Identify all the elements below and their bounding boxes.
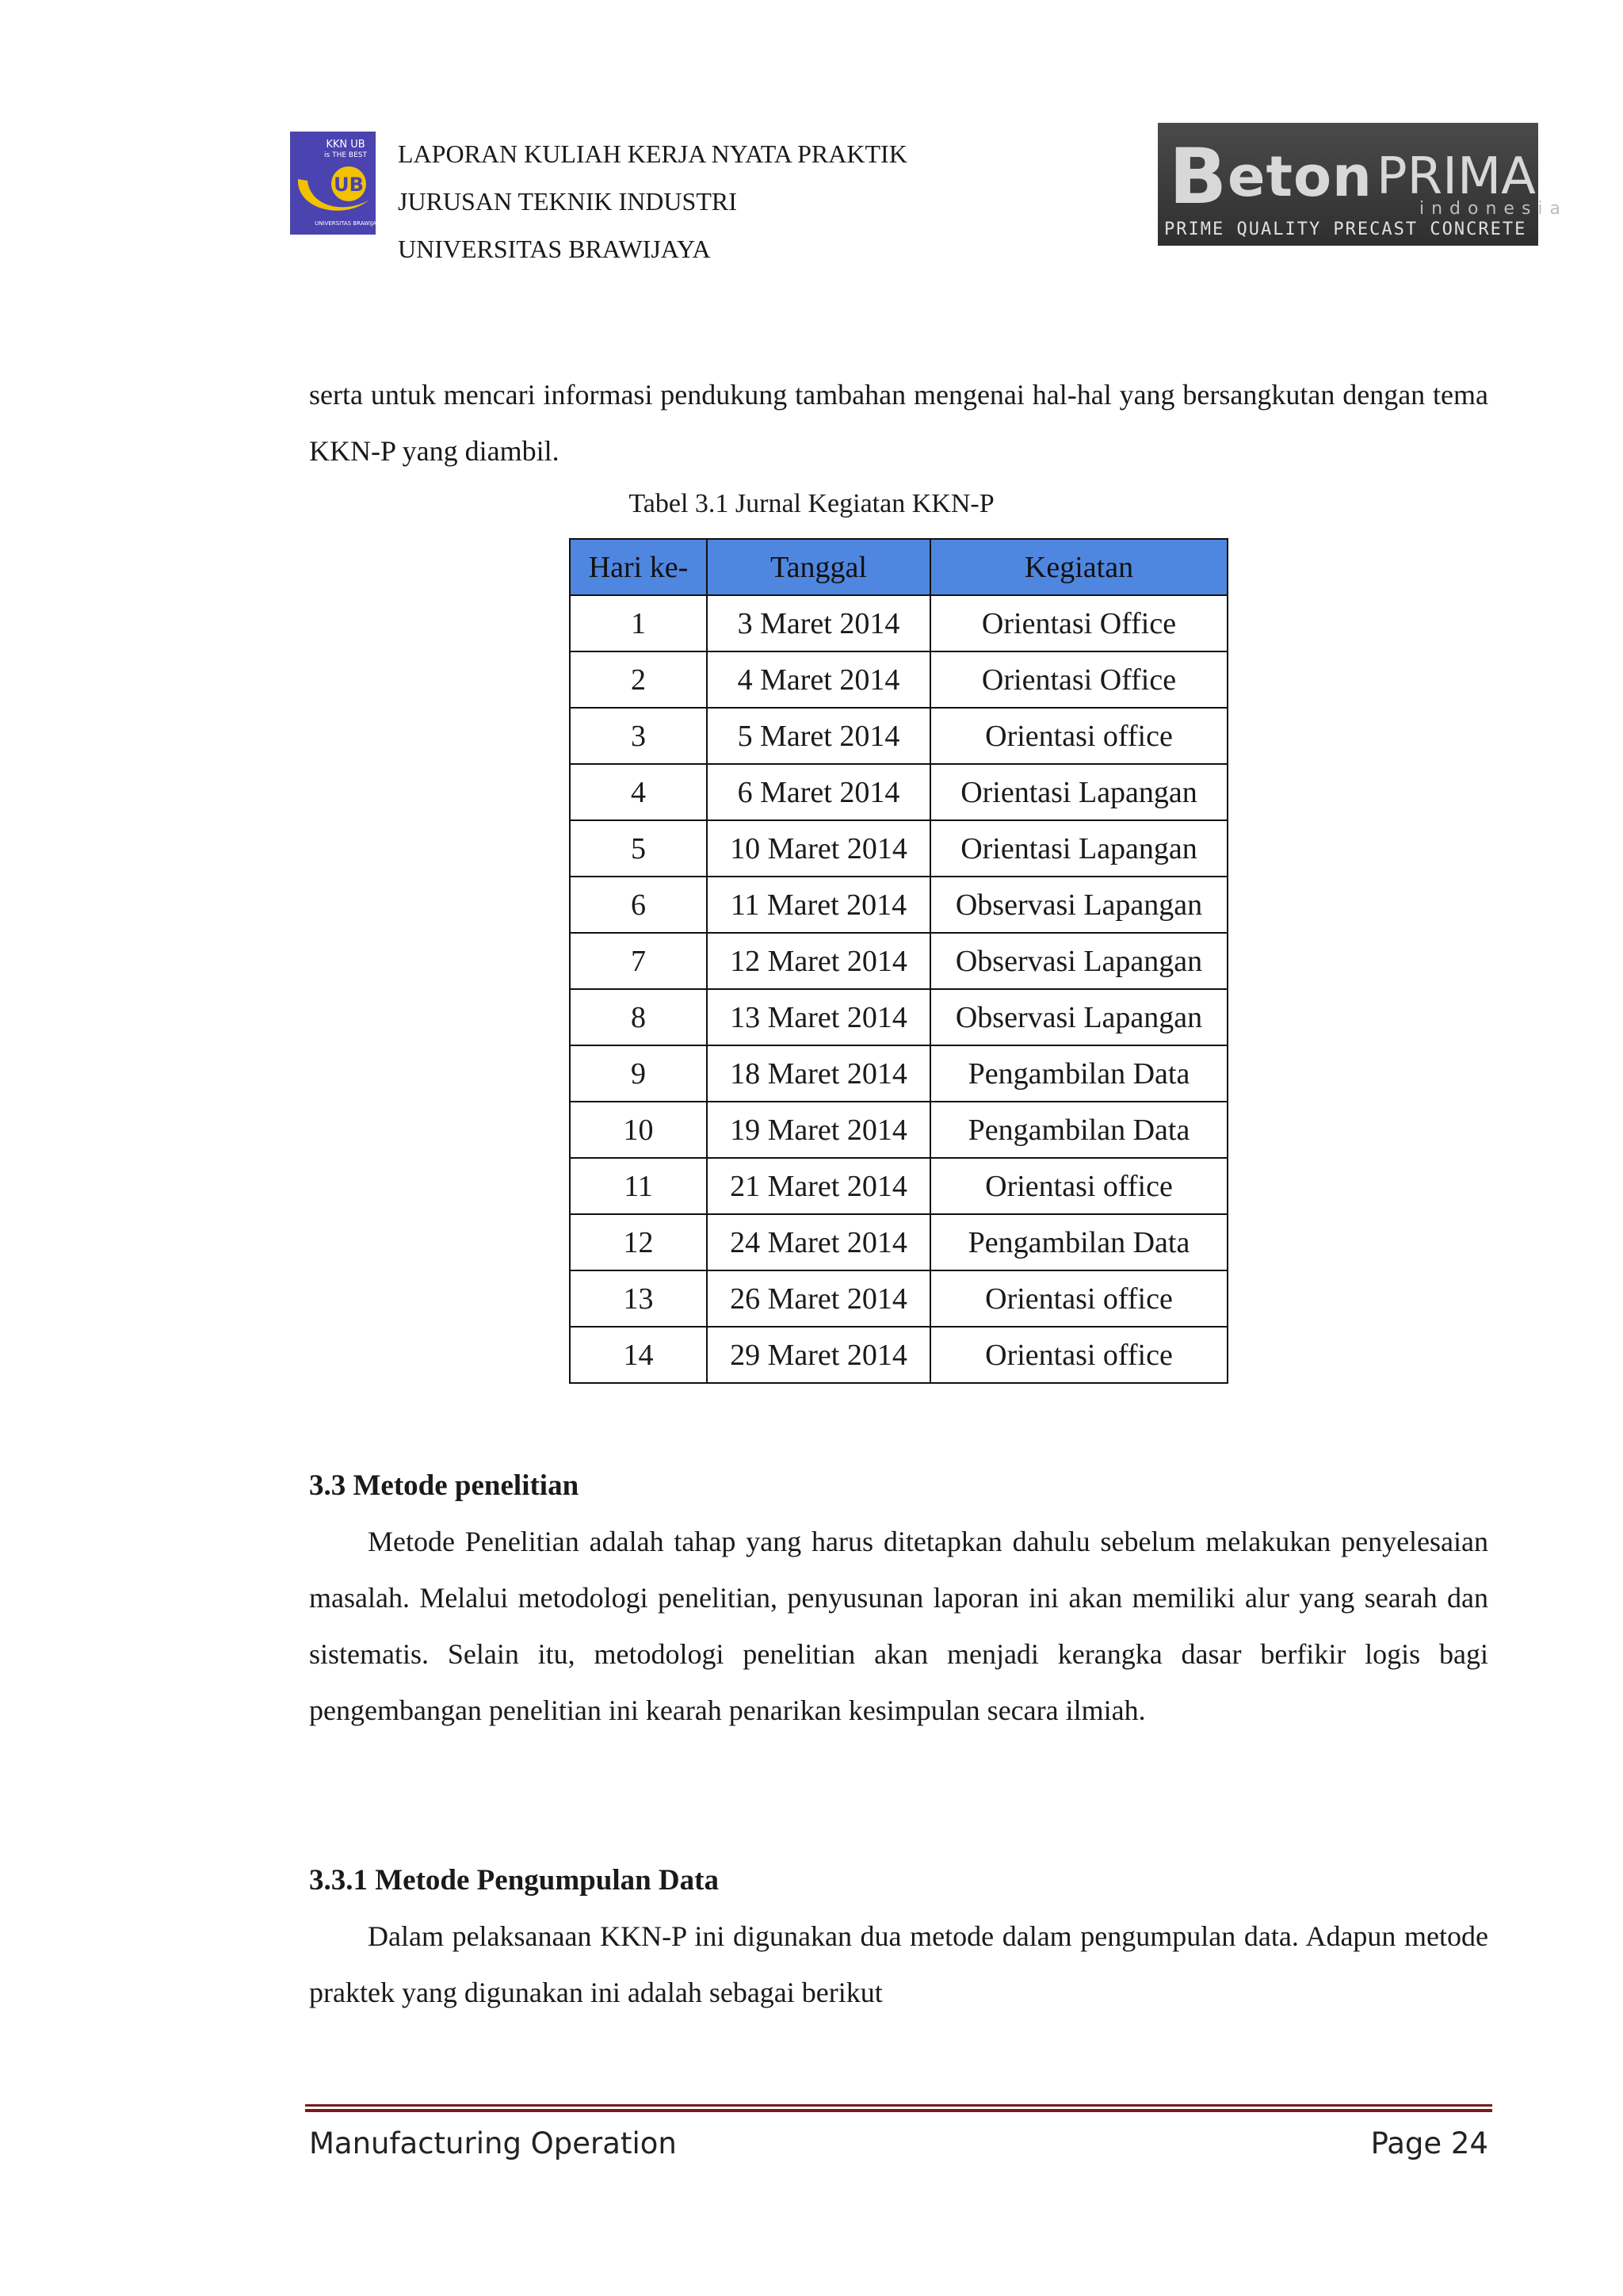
cell-day: 5 <box>570 820 707 877</box>
cell-activity: Orientasi office <box>930 1158 1228 1214</box>
cell-day: 12 <box>570 1214 707 1270</box>
cell-day: 3 <box>570 708 707 764</box>
university-logo <box>290 132 383 235</box>
table-header-row <box>570 539 1228 595</box>
table-caption: Tabel 3.1 Jurnal Kegiatan KKN-P <box>628 489 995 518</box>
cell-day: 6 <box>570 877 707 933</box>
cell-date: 13 Maret 2014 <box>707 989 930 1045</box>
table-row <box>570 1270 1228 1327</box>
cell-day: 8 <box>570 989 707 1045</box>
cell-day: 4 <box>570 764 707 820</box>
cell-activity: Orientasi Lapangan <box>930 820 1228 877</box>
cell-activity: Pengambilan Data <box>930 1102 1228 1158</box>
footer-section-name: Manufacturing Operation <box>309 2126 677 2160</box>
table-row <box>570 595 1228 651</box>
footer-rule-line-bottom <box>305 2109 1492 2112</box>
logo-prima: PRIMA <box>1377 147 1536 206</box>
cell-date: 6 Maret 2014 <box>707 764 930 820</box>
activity-journal-table <box>569 538 1228 1384</box>
cell-day: 11 <box>570 1158 707 1214</box>
section-3-3-1-paragraph: Dalam pelaksanaan KKN-P ini digunakan dua metode dalam pengumpulan data. Adapun metode praktek yang digunakan ini adalah sebagai berikut <box>309 1920 1488 2008</box>
table-row <box>570 1327 1228 1383</box>
table-row <box>570 651 1228 708</box>
footer-page-number: Page 24 <box>1370 2126 1488 2160</box>
table-row <box>570 820 1228 877</box>
cell-day: 1 <box>570 595 707 651</box>
cell-day: 2 <box>570 651 707 708</box>
cell-date: 18 Maret 2014 <box>707 1045 930 1102</box>
cell-activity: Pengambilan Data <box>930 1045 1228 1102</box>
cell-activity: Orientasi Lapangan <box>930 764 1228 820</box>
table-body <box>570 595 1228 1383</box>
cell-date: 11 Maret 2014 <box>707 877 930 933</box>
report-header <box>398 130 907 273</box>
cell-date: 5 Maret 2014 <box>707 708 930 764</box>
ub-emblem-icon <box>290 132 383 235</box>
cell-activity: Orientasi office <box>930 708 1228 764</box>
cell-activity: Pengambilan Data <box>930 1214 1228 1270</box>
cell-date: 4 Maret 2014 <box>707 651 930 708</box>
table-row <box>570 1045 1228 1102</box>
cell-activity: Observasi Lapangan <box>930 877 1228 933</box>
cell-activity: Orientasi office <box>930 1270 1228 1327</box>
cell-day: 10 <box>570 1102 707 1158</box>
svg-text:UNIVERSITAS BRAWIJAYA: UNIVERSITAS BRAWIJAYA <box>315 220 383 227</box>
section-heading-3-3-1: 3.3.1 Metode Pengumpulan Data <box>309 1864 719 1897</box>
cell-date: 10 Maret 2014 <box>707 820 930 877</box>
cell-activity: Orientasi office <box>930 1327 1228 1383</box>
header-line-department: JURUSAN TEKNIK INDUSTRI <box>398 187 737 216</box>
intro-paragraph: serta untuk mencari informasi pendukung tambahan mengenai hal-hal yang bersangkutan dengan tema KKN-P yang diambil. <box>309 379 1488 467</box>
cell-activity: Orientasi Office <box>930 595 1228 651</box>
logo-word: eton <box>1228 144 1373 209</box>
table-row <box>570 1214 1228 1270</box>
cell-activity: Observasi Lapangan <box>930 933 1228 989</box>
header-line-report-title: LAPORAN KULIAH KERJA NYATA PRAKTIK <box>398 139 907 168</box>
header-line-university: UNIVERSITAS BRAWIJAYA <box>398 235 711 263</box>
cell-date: 19 Maret 2014 <box>707 1102 930 1158</box>
cell-day: 7 <box>570 933 707 989</box>
table-row <box>570 1102 1228 1158</box>
cell-date: 24 Maret 2014 <box>707 1214 930 1270</box>
footer-rule <box>305 2104 1492 2115</box>
cell-day: 13 <box>570 1270 707 1327</box>
svg-text:KKN UB: KKN UB <box>326 139 365 151</box>
logo-tagline: PRIME QUALITY PRECAST CONCRETE <box>1164 220 1527 239</box>
cell-date: 3 Maret 2014 <box>707 595 930 651</box>
cell-activity: Observasi Lapangan <box>930 989 1228 1045</box>
column-header-activity: Kegiatan <box>930 539 1228 595</box>
section-heading-3-3: 3.3 Metode penelitian <box>309 1469 579 1502</box>
table-row <box>570 1158 1228 1214</box>
column-header-date: Tanggal <box>707 539 930 595</box>
svg-text:is THE BEST: is THE BEST <box>324 151 367 159</box>
cell-date: 21 Maret 2014 <box>707 1158 930 1214</box>
svg-text:UB: UB <box>334 174 364 196</box>
cell-date: 26 Maret 2014 <box>707 1270 930 1327</box>
table-row <box>570 764 1228 820</box>
cell-day: 9 <box>570 1045 707 1102</box>
table-row <box>570 877 1228 933</box>
table-row <box>570 933 1228 989</box>
cell-date: 12 Maret 2014 <box>707 933 930 989</box>
cell-date: 29 Maret 2014 <box>707 1327 930 1383</box>
footer-rule-line-top <box>305 2104 1492 2107</box>
company-logo <box>1158 123 1568 246</box>
cell-day: 14 <box>570 1327 707 1383</box>
column-header-day: Hari ke- <box>570 539 707 595</box>
logo-b-letter: B <box>1169 132 1228 221</box>
section-3-3-paragraph: Metode Penelitian adalah tahap yang harus ditetapkan dahulu sebelum melakukan penyelesaian masalah. Melalui metodologi penelitian, penyusunan laporan ini akan memiliki alur yang searah dan sistematis. Selain itu, metodologi penelitian akan menjadi kerangka dasar berfikir logis bagi pengembangan penelitian ini kearah penarikan kesimpulan secara ilmiah. <box>309 1526 1488 1726</box>
table-row <box>570 989 1228 1045</box>
table-row <box>570 708 1228 764</box>
cell-activity: Orientasi Office <box>930 651 1228 708</box>
logo-country: indonesia <box>1419 199 1568 219</box>
